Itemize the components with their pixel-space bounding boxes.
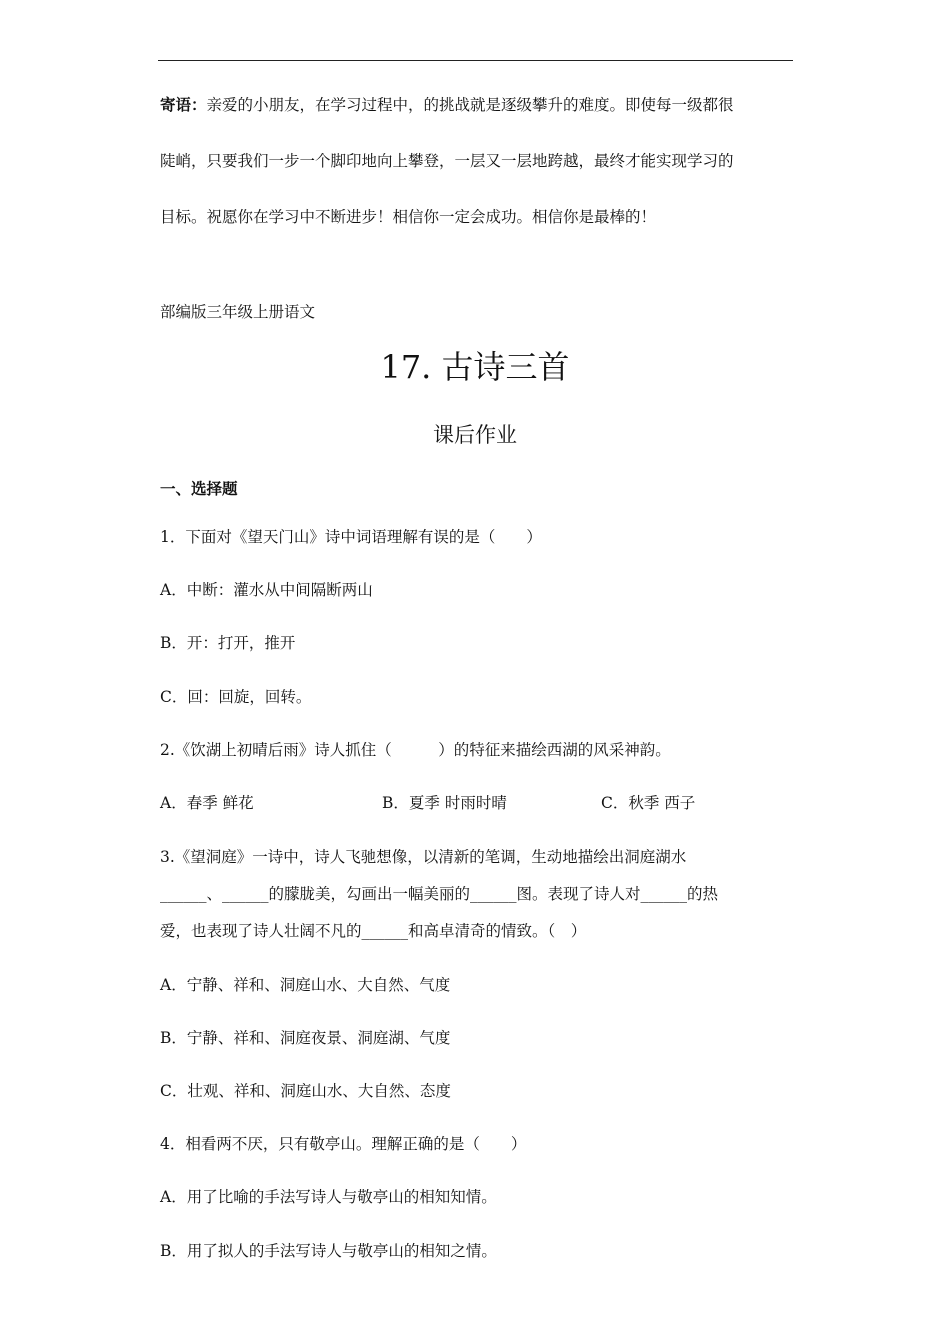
message-line-2: 陡峭，只要我们一步一个脚印地向上攀登，一层又一层地跨越，最终才能实现学习的 [160,152,734,170]
course-label: 部编版三年级上册语文 [160,303,316,321]
q2-option-c: C．秋季 西子 [601,794,696,812]
q3-stem-line-1: 3.《望洞庭》一诗中，诗人飞驰想像，以清新的笔调，生动地描绘出洞庭湖水 [160,848,687,866]
q1-stem: 1．下面对《望天门山》诗中词语理解有误的是（ ） [160,528,542,546]
q1-option-b: B．开：打开，推开 [160,634,296,652]
q3-stem-line-2: ______、______的朦胧美，勾画出一幅美丽的______图。表现了诗人对______的热 [160,885,719,903]
message-label: 寄语： [160,95,207,114]
q2-option-b: B．夏季 时雨时晴 [382,794,507,812]
q3-option-a: A．宁静、祥和、洞庭山水、大自然、气度 [160,976,451,994]
q2-stem: 2.《饮湖上初晴后雨》诗人抓住（ ）的特征来描绘西湖的风采神韵。 [160,741,671,759]
q1-option-c: C．回：回旋，回转。 [160,688,312,706]
q3-stem-line-3: 爱，也表现了诗人壮阔不凡的______和高卓清奇的情致。（ ） [160,922,587,940]
q4-stem: 4．相看两不厌，只有敬亭山。理解正确的是（ ） [160,1135,527,1153]
page-title: 17. 古诗三首 [380,348,570,386]
section-heading: 一、选择题 [160,479,238,498]
message-line-1 [160,95,734,115]
message-line-3: 目标。祝愿你在学习中不断进步！相信你一定会成功。相信你是最棒的！ [160,208,657,226]
q1-option-a: A．中断：灌水从中间隔断两山 [160,581,373,599]
q3-option-c: C．壮观、祥和、洞庭山水、大自然、态度 [160,1082,451,1100]
q4-option-a: A．用了比喻的手法写诗人与敬亭山的相知知情。 [160,1188,497,1206]
q4-option-b: B．用了拟人的手法写诗人与敬亭山的相知之情。 [160,1242,497,1260]
header-rule [158,60,793,61]
q2-option-a: A．春季 鲜花 [160,794,254,812]
message-text-1: 亲爱的小朋友，在学习过程中，的挑战就是逐级攀升的难度。即使每一级都很 [206,96,734,114]
q3-option-b: B．宁静、祥和、洞庭夜景、洞庭湖、气度 [160,1029,451,1047]
page-subtitle: 课后作业 [433,423,517,447]
